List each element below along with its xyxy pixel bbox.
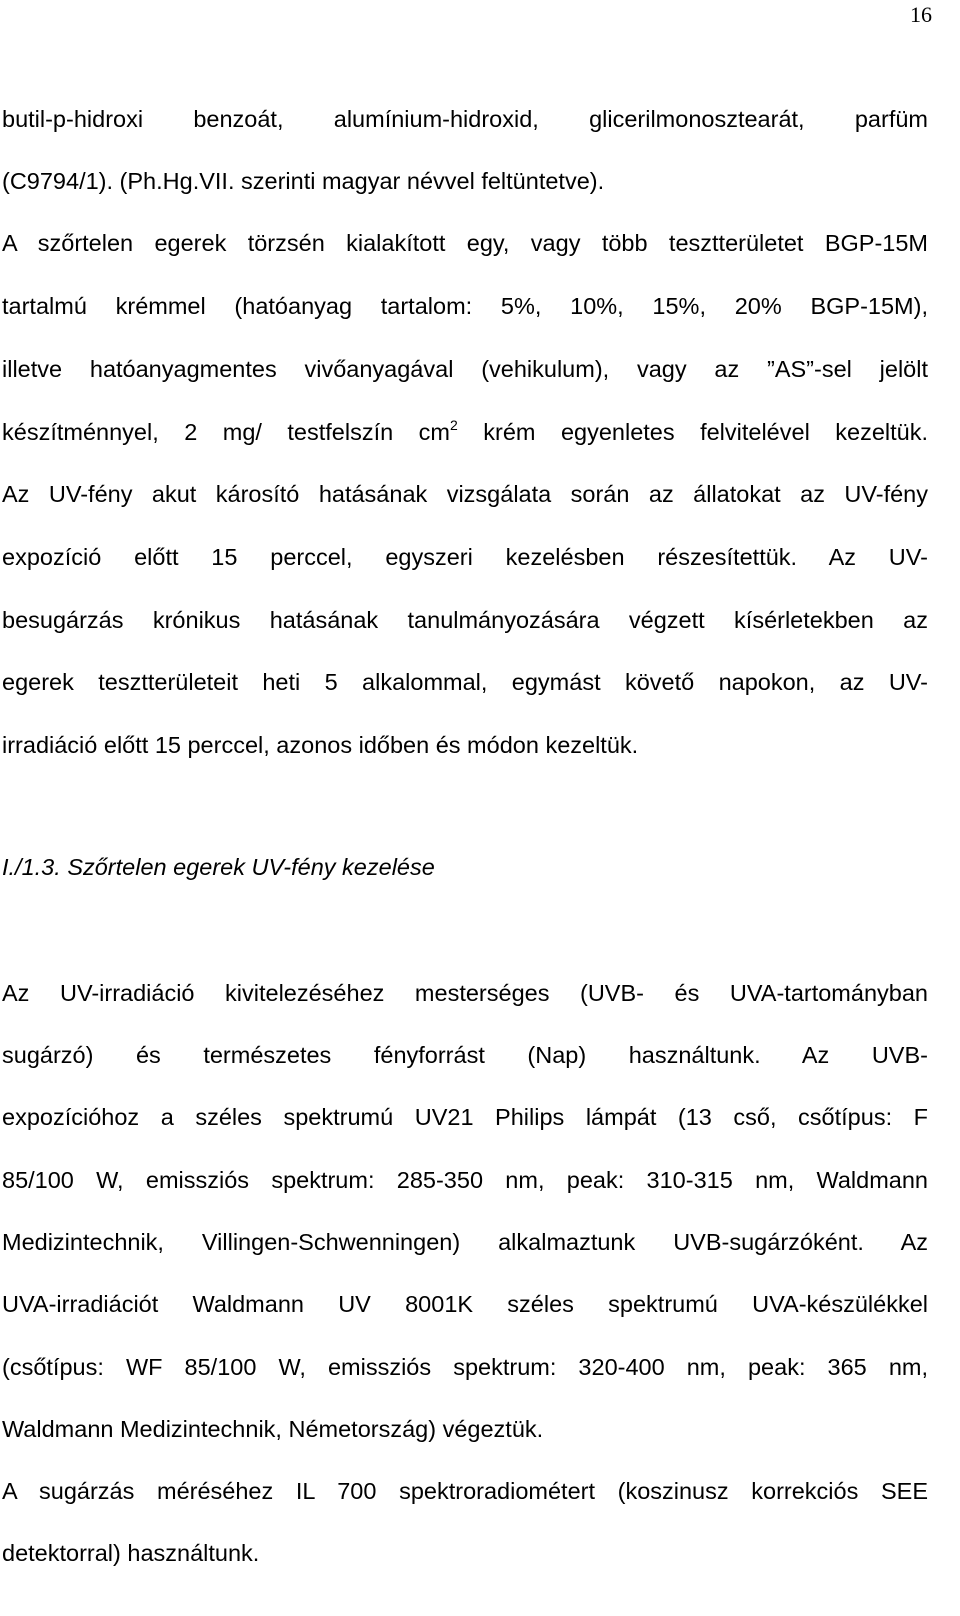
body-text-line: Waldmann Medizintechnik, Németország) végeztük.: [2, 1416, 544, 1442]
body-text-line: A szőrtelen egerek törzsén kialakított egy, vagy több tesztterületet BGP-15M: [2, 230, 928, 256]
body-text-line: expozícióhoz a széles spektrumú UV21 Philips lámpát (13 cső, csőtípus: F: [2, 1104, 928, 1130]
body-text-line: sugárzó) és természetes fényforrást (Nap) használtunk. Az UVB-: [2, 1042, 928, 1068]
body-text-line: UVA-irradiációt Waldmann UV 8001K széles spektrumú UVA-készülékkel: [2, 1291, 928, 1317]
page-number: 16: [910, 2, 932, 27]
body-text-line: (csőtípus: WF 85/100 W, emissziós spektrum: 320-400 nm, peak: 365 nm,: [2, 1354, 928, 1380]
body-text-line: tartalmú krémmel (hatóanyag tartalom: 5%, 10%, 15%, 20% BGP-15M),: [2, 293, 928, 319]
body-text-line: (C9794/1). (Ph.Hg.VII. szerinti magyar névvel feltüntetve).: [2, 168, 605, 194]
body-text-line: egerek tesztterületeit heti 5 alkalommal, egymást követő napokon, az UV-: [2, 669, 928, 695]
body-text-line: Az UV-fény akut károsító hatásának vizsgálata során az állatokat az UV-fény: [2, 481, 928, 507]
body-text-line: besugárzás krónikus hatásának tanulmányozására végzett kísérletekben az: [2, 607, 928, 633]
body-text-line: A sugárzás méréséhez IL 700 spektroradiométert (koszinusz korrekciós SEE: [2, 1478, 928, 1504]
body-text-line: Az UV-irradiáció kivitelezéséhez mesterséges (UVB- és UVA-tartományban: [2, 980, 928, 1006]
body-text-segment: készítménnyel, 2 mg/ testfelszín cm: [2, 419, 450, 445]
body-text-line: expozíció előtt 15 perccel, egyszeri kezelésben részesítettük. Az UV-: [2, 544, 928, 570]
body-text-line: irradiáció előtt 15 perccel, azonos időben és módon kezeltük.: [2, 732, 639, 758]
body-text-line: [2, 414, 928, 450]
section-heading: I./1.3. Szőrtelen egerek UV-fény kezelése: [2, 854, 435, 880]
body-text-line: 85/100 W, emissziós spektrum: 285-350 nm, peak: 310-315 nm, Waldmann: [2, 1167, 928, 1193]
body-text-segment: krém egyenletes felvitelével kezeltük.: [457, 419, 929, 445]
body-text-line: detektorral) használtunk.: [2, 1540, 260, 1566]
body-text-line: illetve hatóanyagmentes vivőanyagával (vehikulum), vagy az ”AS”-sel jelölt: [2, 356, 928, 382]
superscript: 2: [449, 417, 458, 433]
body-text-line: Medizintechnik, Villingen-Schwenningen) alkalmaztunk UVB-sugárzóként. Az: [2, 1229, 928, 1255]
body-text-line: butil-p-hidroxi benzoát, alumínium-hidroxid, glicerilmonosztearát, parfüm: [2, 106, 928, 132]
